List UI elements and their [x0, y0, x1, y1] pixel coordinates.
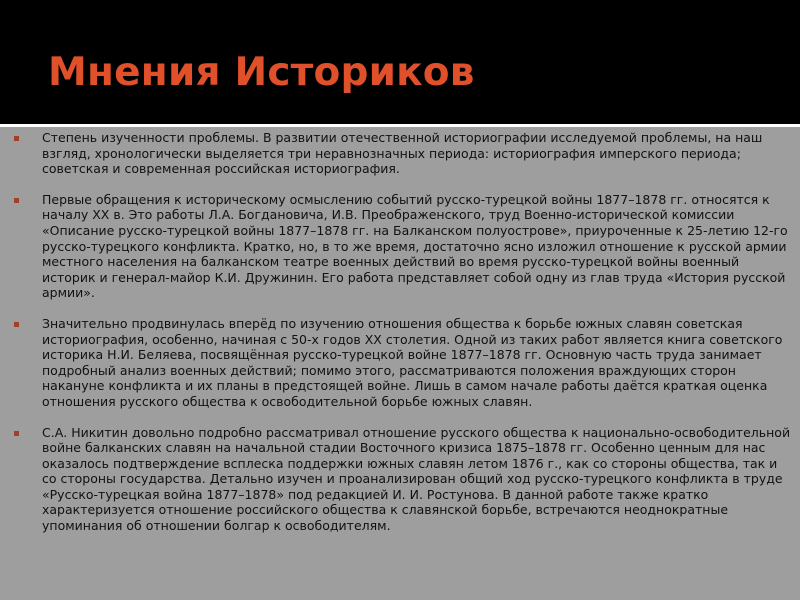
list-item	[14, 316, 794, 410]
square-bullet-icon	[14, 136, 19, 141]
list-item	[14, 425, 794, 534]
title-divider	[0, 124, 800, 127]
slide-title: Мнения Историков	[48, 50, 475, 95]
slide-content	[14, 130, 794, 549]
square-bullet-icon	[14, 431, 19, 436]
paragraph-text: Значительно продвинулась вперёд по изучению отношения общества к борьбе южных славян советская историография, особенно, начиная с 50-х годов XX столетия. Одной из таких работ является книга советского историка Н.И. Беляева, посвящённая русско-турецкой войне 1877–1878 гг. Основную часть труда занимает подробный анализ военных действий; помимо этого, рассматриваются положения враждующих сторон накануне конфликта и их планы в предстоящей войне. Лишь в самом начале работы даётся краткая оценка отношения русского общества к освободительной борьбе южных славян.	[42, 315, 783, 409]
list-item	[14, 130, 794, 177]
square-bullet-icon	[14, 198, 19, 203]
square-bullet-icon	[14, 322, 19, 327]
paragraph-text: С.А. Никитин довольно подробно рассматривал отношение русского общества к национально-освободительной войне балканских славян на начальной стадии Восточного кризиса 1875–1878 гг. Особенно ценным для нас оказалось подтверждение всплеска поддержки южных славян летом 1876 г., как со стороны общества, так и со стороны государства. Детально изучен и проанализирован общий ход русско-турецкого конфликта в труде «Русско-турецкая война 1877–1878» под редакцией И. И. Ростунова. В данной работе также кратко характеризуется отношение российского общества к славянской борьбе, встречаются неоднократные упоминания об отношении болгар к освободителям.	[42, 424, 791, 534]
paragraph-text: Степень изученности проблемы. В развитии отечественной историографии исследуемой проблемы, на наш взгляд, хронологически выделяется три неравнозначных периода: историография имперского периода; советская и современная российская историография.	[42, 130, 763, 177]
paragraph-text: Первые обращения к историческому осмыслению событий русско-турецкой войны 1877–1878 гг. относятся к началу XX в. Это работы Л.А. Богдановича, И.В. Преображенского, труд Военно-исторической комиссии «Описание русско-турецкой войны 1877–1878 гг. на Балканском полуострове», приуроченные к 25-летию 12-го русско-турецкого конфликта. Кратко, но, в то же время, достаточно ясно изложил отношение к русской армии местного населения на балканском театре военных действий во время русско-турецкой войны военный историк и генерал-майор К.И. Дружинин. Его работа представляет собой одну из глав труда «История русской армии».	[42, 191, 788, 301]
list-item	[14, 192, 794, 301]
title-band	[0, 0, 800, 124]
